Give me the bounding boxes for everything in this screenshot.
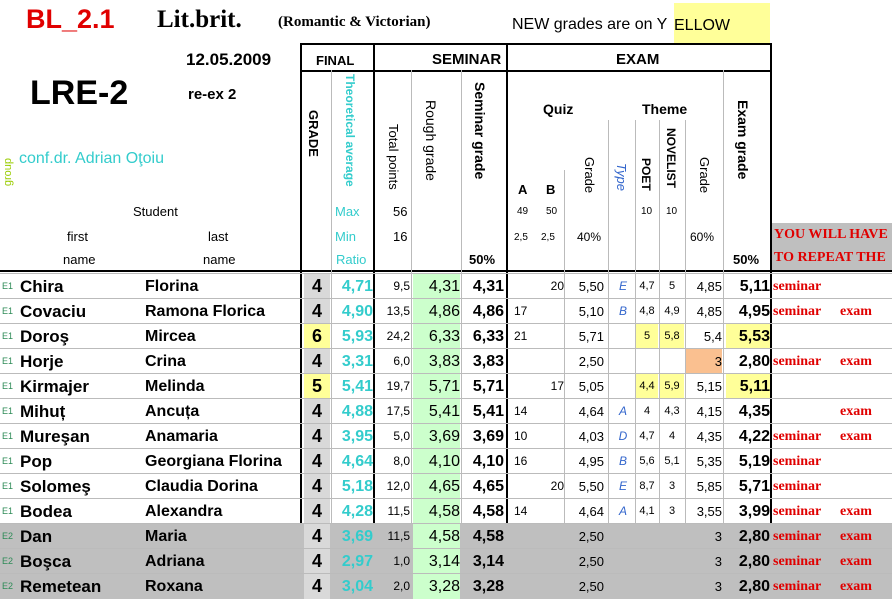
poet-cell: 4 (643, 405, 651, 417)
first-name-cell: Covaciu (20, 302, 87, 321)
last-name-cell: Georgiana Florina (145, 453, 282, 470)
theme-grade-cell: 3 (714, 554, 722, 569)
exam-grade-cell: 4,35 (738, 403, 770, 420)
repeat-exam-cell: exam (840, 504, 872, 519)
table-row (0, 398, 892, 424)
theme-grade-cell: 5,35 (696, 454, 722, 469)
theme-grade-cell: 4,85 (696, 304, 722, 319)
theoretical-average-cell: 5,93 (341, 328, 373, 345)
theoretical-average-cell: 5,18 (341, 478, 373, 495)
novelist-max: 10 (666, 206, 678, 217)
quiz-grade-cell: 5,50 (578, 479, 604, 494)
type-header: Type (614, 163, 629, 191)
repeat-exam-cell: exam (840, 529, 872, 544)
group-cell: E1 (2, 456, 14, 466)
name-label-first: name (63, 252, 96, 267)
total-min: 16 (393, 229, 408, 244)
group-cell: E1 (2, 306, 14, 316)
repeat-exam-cell: exam (840, 429, 872, 444)
quiz-grade-header: Grade (582, 157, 597, 194)
quiz-grade-cell: 4,95 (578, 454, 604, 469)
quiz-b-cell (538, 524, 564, 549)
min-label: Min (335, 229, 356, 244)
rough-grade-cell: 3,83 (413, 349, 460, 374)
quiz-grade-cell: 5,50 (578, 279, 604, 294)
seminar-percent: 50% (469, 252, 496, 267)
novelist-cell: 4,9 (664, 305, 680, 317)
repeat-exam-cell: exam (840, 304, 872, 319)
re-exam-label: re-ex 2 (188, 86, 237, 103)
final-grade-cell: 4 (304, 449, 330, 474)
type-cell (612, 574, 634, 599)
type-cell (612, 324, 634, 349)
type-cell: B (618, 304, 627, 318)
quiz-a-cell: 10 (514, 429, 528, 443)
total-points-cell: 13,5 (386, 304, 410, 318)
quiz-grade-cell: 4,64 (578, 504, 604, 519)
theme-percent: 60% (690, 230, 715, 244)
last-name-cell: Crina (145, 353, 186, 370)
theoretical-average-cell: 3,31 (341, 353, 373, 370)
rough-grade-cell: 4,58 (413, 499, 460, 524)
final-grade-cell: 4 (304, 474, 330, 499)
quiz-a-cell: 14 (514, 404, 528, 418)
theme-header: Theme (642, 101, 688, 117)
repeat-seminar-cell: seminar (773, 529, 822, 544)
group-cell: E1 (2, 356, 14, 366)
exam-grade-cell: 2,80 (738, 578, 770, 595)
last-name-cell: Claudia Dorina (145, 478, 258, 495)
last-name-cell: Mircea (145, 328, 196, 345)
table-row (0, 498, 892, 524)
quiz-a-max: 49 (517, 206, 529, 217)
student-label: Student (133, 204, 178, 219)
group-cell: E1 (2, 281, 14, 291)
first-name-cell: Dan (20, 527, 53, 546)
final-grade-cell: 4 (304, 574, 330, 599)
theoretical-average-cell: 4,28 (341, 503, 373, 520)
quiz-b-cell (538, 449, 564, 474)
seminar-grade-cell: 6,33 (472, 328, 504, 345)
table-row (0, 323, 892, 349)
type-cell: E (618, 479, 627, 493)
seminar-grade-cell: 5,41 (472, 403, 504, 420)
first-name-cell: Chira (20, 277, 64, 296)
total-max: 56 (393, 204, 408, 219)
table-row (0, 573, 892, 599)
rough-grade-cell: 4,65 (413, 474, 460, 499)
rough-grade-cell: 3,14 (413, 549, 460, 574)
type-cell (612, 349, 634, 374)
header-bottom-line (0, 270, 892, 272)
last-name-cell: Adriana (145, 553, 205, 570)
first-label: first (67, 229, 88, 244)
seminar-header: SEMINAR (432, 51, 502, 68)
quiz-b-cell (538, 299, 564, 324)
seminar-grade-cell: 4,10 (472, 453, 504, 470)
quiz-grade-cell: 2,50 (578, 354, 604, 369)
program-label: LRE-2 (30, 74, 129, 112)
course-code: BL_2.1 (26, 4, 115, 34)
quiz-b-cell (538, 349, 564, 374)
repeat-seminar-cell: seminar (773, 304, 822, 319)
table-row (0, 523, 892, 549)
type-cell: E (618, 279, 627, 293)
poet-max: 10 (641, 206, 653, 217)
last-label: last (208, 229, 229, 244)
quiz-grade-cell: 5,71 (578, 329, 604, 344)
repeat-seminar-cell: seminar (773, 429, 822, 444)
exam-grade-cell: 5,53 (726, 324, 770, 349)
group-label: group (2, 158, 14, 187)
seminar-grade-cell: 3,14 (472, 553, 504, 570)
quiz-grade-cell: 4,64 (578, 404, 604, 419)
novelist-cell: 5,1 (664, 455, 680, 467)
type-cell: A (618, 504, 627, 518)
exam-grade-cell: 2,80 (738, 353, 770, 370)
novelist-header: NOVELIST (664, 128, 678, 189)
exam-grade-cell: 5,11 (739, 278, 770, 295)
total-points-cell: 17,5 (386, 404, 410, 418)
quiz-b-cell (538, 324, 564, 349)
exam-grade-cell: 3,99 (738, 503, 770, 520)
table-row (0, 473, 892, 499)
repeat-line-2: TO REPEAT THE (774, 250, 886, 265)
repeat-seminar-cell: seminar (773, 354, 822, 369)
rough-grade-cell: 4,86 (413, 299, 460, 324)
final-grade-cell: 4 (304, 274, 330, 299)
type-cell: D (618, 429, 628, 443)
seminar-grade-cell: 3,28 (472, 578, 504, 595)
poet-cell (636, 549, 658, 574)
grade-header: GRADE (306, 110, 321, 157)
group-cell: E1 (2, 506, 14, 516)
repeat-seminar-cell: seminar (773, 454, 822, 469)
group-cell: E2 (2, 531, 14, 541)
theoretical-average-cell: 2,97 (341, 553, 373, 570)
seminar-grade-cell: 4,58 (472, 503, 504, 520)
poet-cell: 5,6 (639, 455, 655, 467)
first-name-cell: Kirmajer (20, 377, 89, 396)
theoretical-average-cell: 4,90 (341, 303, 373, 320)
theme-grade-cell: 3 (714, 529, 722, 544)
group-cell: E1 (2, 431, 14, 441)
group-cell: E1 (2, 406, 14, 416)
novelist-cell: 4,3 (664, 405, 680, 417)
exam-grade-cell: 5,19 (738, 453, 770, 470)
table-row (0, 548, 892, 574)
poet-cell: 4,7 (639, 280, 655, 292)
first-name-cell: Mureşan (20, 427, 90, 446)
rough-grade-cell: 5,41 (413, 399, 460, 424)
teacher-name: conf.dr. Adrian Oţoiu (19, 150, 164, 167)
quiz-header: Quiz (543, 101, 574, 117)
theoretical-average-cell: 4,64 (341, 453, 373, 470)
theme-grade-cell: 5,15 (696, 379, 722, 394)
seminar-grade-cell: 3,83 (472, 353, 504, 370)
table-row (0, 273, 892, 299)
novelist-cell: 5,8 (660, 324, 684, 349)
quiz-a-cell: 17 (514, 304, 528, 318)
quiz-grade-cell: 2,50 (578, 579, 604, 594)
total-points-cell: 5,0 (393, 429, 410, 443)
repeat-seminar-cell: seminar (773, 504, 822, 519)
type-cell (612, 549, 634, 574)
date-label: 12.05.2009 (186, 50, 272, 69)
table-row (0, 373, 892, 399)
quiz-a-header: A (518, 182, 528, 197)
seminar-grade-cell: 4,86 (472, 303, 504, 320)
theme-grade-cell: 4,85 (696, 279, 722, 294)
novelist-cell: 3 (668, 505, 676, 517)
theme-grade-cell: 5,85 (696, 479, 722, 494)
rough-grade-cell: 4,31 (413, 274, 460, 299)
first-name-cell: Boşca (20, 552, 72, 571)
novelist-cell (660, 524, 684, 549)
repeat-seminar-cell: seminar (773, 579, 822, 594)
notice-text: NEW grades are on Y (512, 16, 668, 33)
first-name-cell: Mihuț (20, 402, 66, 421)
total-points-cell: 1,0 (393, 554, 410, 568)
theme-grade-cell: 4,15 (696, 404, 722, 419)
quiz-b-cell (538, 549, 564, 574)
quiz-a-cell (514, 474, 536, 499)
poet-cell: 4,7 (639, 430, 655, 442)
quiz-a-cell (514, 374, 536, 399)
last-name-cell: Ramona Florica (145, 303, 266, 320)
novelist-cell (660, 574, 684, 599)
first-name-cell: Solomeş (20, 477, 91, 496)
theoretical-average-cell: 3,04 (341, 578, 373, 595)
theme-grade-cell: 3 (714, 579, 722, 594)
theoretical-average-cell: 3,95 (341, 428, 373, 445)
group-cell: E2 (2, 556, 14, 566)
group-cell: E1 (2, 381, 14, 391)
ratio-label: Ratio (336, 252, 367, 267)
theoretical-header: Theoretical average (343, 74, 357, 187)
last-name-cell: Florina (145, 278, 199, 295)
seminar-grade-header: Seminar grade (472, 82, 488, 180)
poet-cell: 4,1 (639, 505, 655, 517)
exam-grade-cell: 5,71 (738, 478, 770, 495)
final-grade-cell: 4 (304, 399, 330, 424)
last-name-cell: Anamaria (145, 428, 218, 445)
exam-header: EXAM (616, 51, 660, 68)
poet-cell: 4,4 (636, 374, 658, 399)
exam-grade-cell: 4,22 (738, 428, 770, 445)
group-cell: E2 (2, 581, 14, 591)
quiz-a-cell: 14 (514, 504, 528, 518)
type-cell: A (618, 404, 627, 418)
quiz-percent: 40% (577, 230, 602, 244)
theoretical-average-cell: 4,71 (341, 278, 373, 295)
last-name-cell: Roxana (145, 578, 203, 595)
type-cell: B (618, 454, 627, 468)
poet-cell: 8,7 (639, 480, 655, 492)
header-sub-line (300, 70, 772, 72)
repeat-seminar-cell: seminar (773, 279, 822, 294)
theoretical-average-cell: 4,88 (341, 403, 373, 420)
table-row (0, 348, 892, 374)
repeat-line-1: YOU WILL HAVE (774, 227, 888, 242)
seminar-grade-cell: 3,69 (472, 428, 504, 445)
last-name-cell: Melinda (145, 378, 205, 395)
quiz-a-cell: 16 (514, 454, 528, 468)
notice-highlight: ELLOW (674, 3, 770, 43)
quiz-b-cell (538, 574, 564, 599)
repeat-seminar-cell: seminar (773, 554, 822, 569)
quiz-b-min: 2,5 (541, 232, 555, 243)
table-row (0, 423, 892, 449)
name-label-last: name (203, 252, 236, 267)
quiz-b-cell (538, 424, 564, 449)
poet-cell (636, 574, 658, 599)
max-label: Max (335, 204, 360, 219)
total-points-cell: 12,0 (386, 479, 410, 493)
course-subtitle: (Romantic & Victorian) (278, 14, 431, 30)
novelist-cell: 5,9 (660, 374, 684, 399)
total-points-cell: 19,7 (386, 379, 410, 393)
poet-cell: 4,8 (639, 305, 655, 317)
seminar-grade-cell: 4,31 (472, 278, 504, 295)
first-name-cell: Doroş (20, 327, 70, 346)
rough-grade-cell: 3,69 (413, 424, 460, 449)
table-row (0, 448, 892, 474)
yellow-notice (508, 3, 770, 43)
total-points-cell: 2,0 (393, 579, 410, 593)
total-points-cell: 11,5 (387, 529, 410, 543)
first-name-cell: Horje (20, 352, 64, 371)
quiz-a-cell (514, 349, 536, 374)
quiz-a-cell (514, 574, 536, 599)
quiz-b-header: B (546, 182, 556, 197)
quiz-b-cell: 20 (550, 479, 564, 493)
final-grade-cell: 4 (304, 424, 330, 449)
total-points-cell: 8,0 (393, 454, 410, 468)
total-points-cell: 11,5 (387, 504, 410, 518)
total-points-cell: 6,0 (393, 354, 410, 368)
quiz-a-cell (514, 524, 536, 549)
theme-grade-cell: 5,4 (703, 329, 722, 344)
quiz-a-cell: 21 (514, 329, 528, 343)
type-cell (612, 374, 634, 399)
quiz-b-cell: 20 (550, 279, 564, 293)
quiz-b-cell (538, 399, 564, 424)
rough-grade-cell: 5,71 (413, 374, 460, 399)
quiz-grade-cell: 5,10 (578, 304, 604, 319)
final-grade-cell: 4 (304, 299, 330, 324)
quiz-b-max: 50 (546, 206, 558, 217)
theoretical-average-cell: 3,69 (341, 528, 373, 545)
quiz-grade-cell: 4,03 (578, 429, 604, 444)
quiz-a-cell (514, 274, 536, 299)
poet-cell (636, 524, 658, 549)
last-name-cell: Ancuța (145, 403, 200, 420)
theme-grade-cell: 3,55 (696, 504, 722, 519)
last-name-cell: Alexandra (145, 503, 223, 520)
group-cell: E1 (2, 331, 14, 341)
group-cell: E1 (2, 481, 14, 491)
exam-grade-cell: 2,80 (738, 553, 770, 570)
final-grade-cell: 4 (304, 349, 330, 374)
quiz-grade-cell: 2,50 (578, 554, 604, 569)
poet-header: POET (639, 158, 653, 191)
exam-grade-header: Exam grade (735, 100, 751, 180)
rough-grade-cell: 4,10 (413, 449, 460, 474)
total-points-header: Total points (386, 124, 401, 190)
last-name-cell: Maria (145, 528, 187, 545)
type-cell (612, 524, 634, 549)
rough-grade-cell: 4,58 (413, 524, 460, 549)
exam-percent: 50% (733, 252, 760, 267)
table-row (0, 298, 892, 324)
final-header: FINAL (316, 53, 355, 68)
quiz-grade-cell: 5,05 (578, 379, 604, 394)
total-points-cell: 24,2 (386, 329, 410, 343)
novelist-cell (660, 549, 684, 574)
theme-grade-header: Grade (697, 157, 712, 194)
theoretical-average-cell: 5,41 (341, 378, 373, 395)
first-name-cell: Bodea (20, 502, 72, 521)
repeat-exam-cell: exam (840, 354, 872, 369)
quiz-a-min: 2,5 (514, 232, 528, 243)
final-grade-cell: 4 (304, 524, 330, 549)
header-top-line (300, 43, 772, 45)
first-name-cell: Remetean (20, 577, 102, 596)
rough-grade-header: Rough grade (423, 100, 439, 181)
repeat-notice (772, 223, 892, 270)
repeat-exam-cell: exam (840, 404, 872, 419)
repeat-seminar-cell: seminar (773, 479, 822, 494)
final-grade-cell: 5 (304, 374, 330, 399)
seminar-grade-cell: 4,58 (472, 528, 504, 545)
quiz-a-cell (514, 549, 536, 574)
novelist-cell: 3 (668, 480, 676, 492)
total-points-cell: 9,5 (393, 279, 410, 293)
final-grade-cell: 4 (304, 549, 330, 574)
final-grade-cell: 4 (304, 499, 330, 524)
theme-grade-cell: 3 (686, 349, 722, 374)
quiz-b-cell (538, 499, 564, 524)
rough-grade-cell: 3,28 (413, 574, 460, 599)
first-name-cell: Pop (20, 452, 53, 471)
rough-grade-cell: 6,33 (413, 324, 460, 349)
novelist-cell (660, 349, 684, 374)
repeat-exam-cell: exam (840, 579, 872, 594)
theme-grade-cell: 4,35 (696, 429, 722, 444)
course-title: Lit.brit. (157, 6, 242, 33)
repeat-exam-cell: exam (840, 554, 872, 569)
quiz-b-cell: 17 (550, 379, 564, 393)
poet-cell (636, 349, 658, 374)
seminar-grade-cell: 5,71 (472, 378, 504, 395)
poet-cell: 5 (636, 324, 658, 349)
exam-grade-cell: 4,95 (738, 303, 770, 320)
final-grade-cell: 6 (304, 324, 330, 349)
exam-grade-cell: 5,11 (726, 374, 770, 399)
seminar-grade-cell: 4,65 (472, 478, 504, 495)
novelist-cell: 5 (668, 280, 676, 292)
quiz-grade-cell: 2,50 (578, 529, 604, 544)
novelist-cell: 4 (668, 430, 676, 442)
exam-grade-cell: 2,80 (738, 528, 770, 545)
